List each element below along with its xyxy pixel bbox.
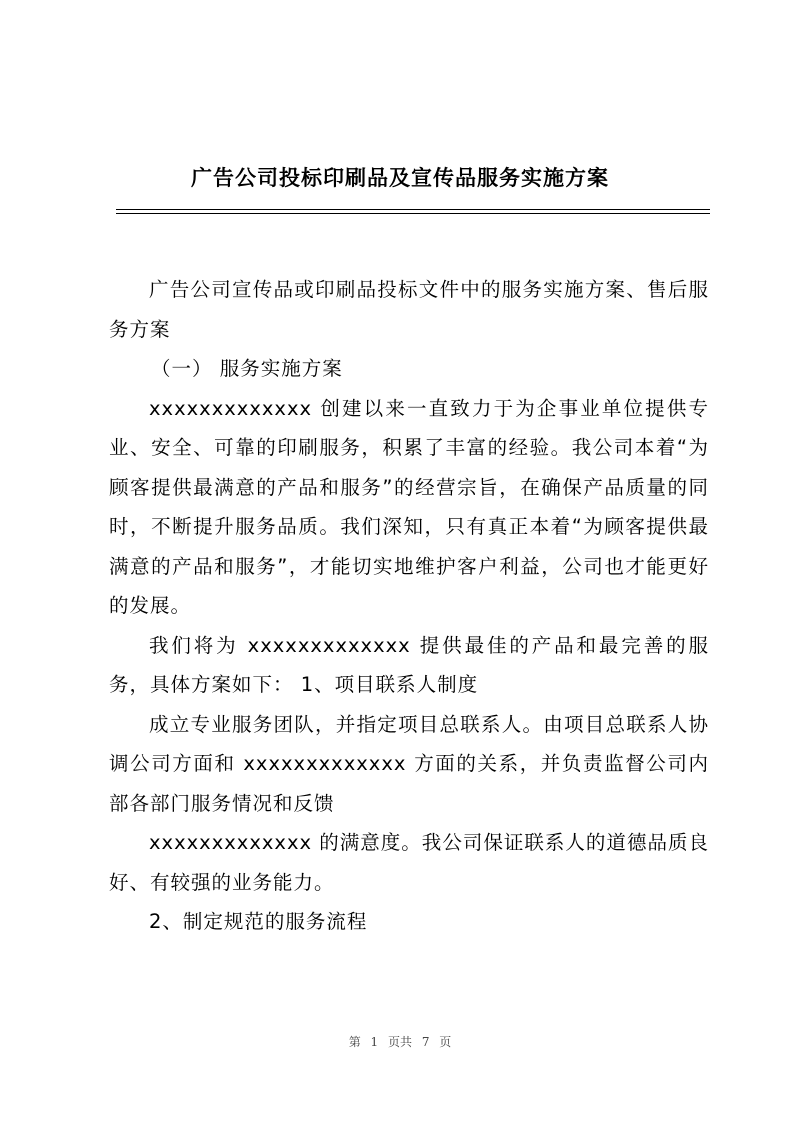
paragraph-company-profile: xxxxxxxxxxxxx 创建以来一直致力于为企事业单位提供专业、安全、可靠的印刷服务，积累了丰富的经验。我公司本着“为顾客提供最满意的产品和服务”的经营宗旨，在确保产品质量的同时，不断提升服务品质。我们深知，只有真正本着“为顾客提供最满意的产品和服务”，才能切实地维护客户利益，公司也才能更好的发展。	[109, 396, 709, 617]
paragraph-intro: 广告公司宣传品或印刷品投标文件中的服务实施方案、售后服务方案	[109, 278, 709, 341]
paragraph-service-flow: 2、制定规范的服务流程	[149, 910, 368, 933]
page-number: 第 1 页共 7 页	[348, 1035, 452, 1049]
title-underline-top	[116, 209, 710, 210]
paragraph-service-plan: 我们将为 xxxxxxxxxxxxx 提供最佳的产品和最完善的服务，具体方案如下： 1、项目联系人制度	[109, 633, 709, 696]
paragraph-satisfaction: xxxxxxxxxxxxx 的满意度。我公司保证联系人的道德品质良好、有较强的业务能力。	[109, 831, 709, 894]
document-title: 广告公司投标印刷品及宣传品服务实施方案	[191, 166, 609, 190]
title-underline-bottom	[116, 213, 710, 214]
document-body	[109, 270, 709, 942]
paragraph-service-team: 成立专业服务团队，并指定项目总联系人。由项目总联系人协调公司方面和 xxxxxxxxxxxxx 方面的关系，并负责监督公司内部各部门服务情况和反馈	[109, 712, 709, 815]
section-heading: （一） 服务实施方案	[151, 357, 343, 380]
